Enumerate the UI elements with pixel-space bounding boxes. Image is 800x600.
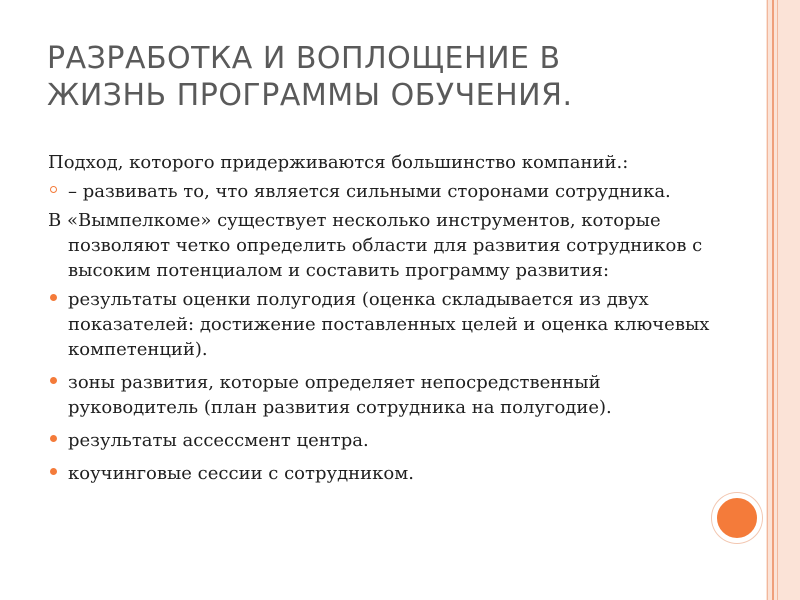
slide-body	[48, 150, 728, 486]
title-line-1: РАЗРАБОТКА И ВОПЛОЩЕНИЕ В	[47, 41, 561, 76]
list-item	[48, 287, 728, 362]
approach-item-text: – развивать то, что является сильными сторонами сотрудника.	[68, 181, 671, 202]
list-item	[48, 428, 728, 453]
title-line-2: ЖИЗНЬ ПРОГРАММЫ ОБУЧЕНИЯ.	[47, 78, 573, 113]
list-item	[48, 370, 728, 420]
decorative-line	[772, 0, 774, 600]
intro-paragraph: Подход, которого придерживаются большинство компаний.:	[48, 152, 629, 173]
bullet-icon	[50, 377, 57, 384]
tools-paragraph: В «Вымпелкоме» существует несколько инструментов, которые позволяют четко определить области для развития сотрудников с высоким потенциалом и составить программу развития:	[48, 210, 703, 281]
bullet-icon	[50, 294, 57, 301]
decorative-line	[777, 0, 778, 600]
bullet-icon	[50, 435, 57, 442]
list-item-text: результаты оценки полугодия (оценка складывается из двух показателей: достижение поставленных целей и оценка ключевых компетенций).	[68, 289, 710, 360]
list-item-text: результаты ассессмент центра.	[68, 430, 369, 451]
list-item-text: коучинговые сессии с сотрудником.	[68, 463, 414, 484]
decorative-circle-icon	[712, 493, 762, 543]
bullet-icon	[50, 468, 57, 475]
slide-title	[47, 40, 727, 114]
decorative-line	[767, 0, 768, 600]
hollow-bullet-icon	[50, 186, 57, 193]
list-item	[48, 179, 728, 204]
list-item	[48, 461, 728, 486]
list-item-text: зоны развития, которые определяет непосредственный руководитель (план развития сотрудника на полугодие).	[68, 372, 612, 418]
